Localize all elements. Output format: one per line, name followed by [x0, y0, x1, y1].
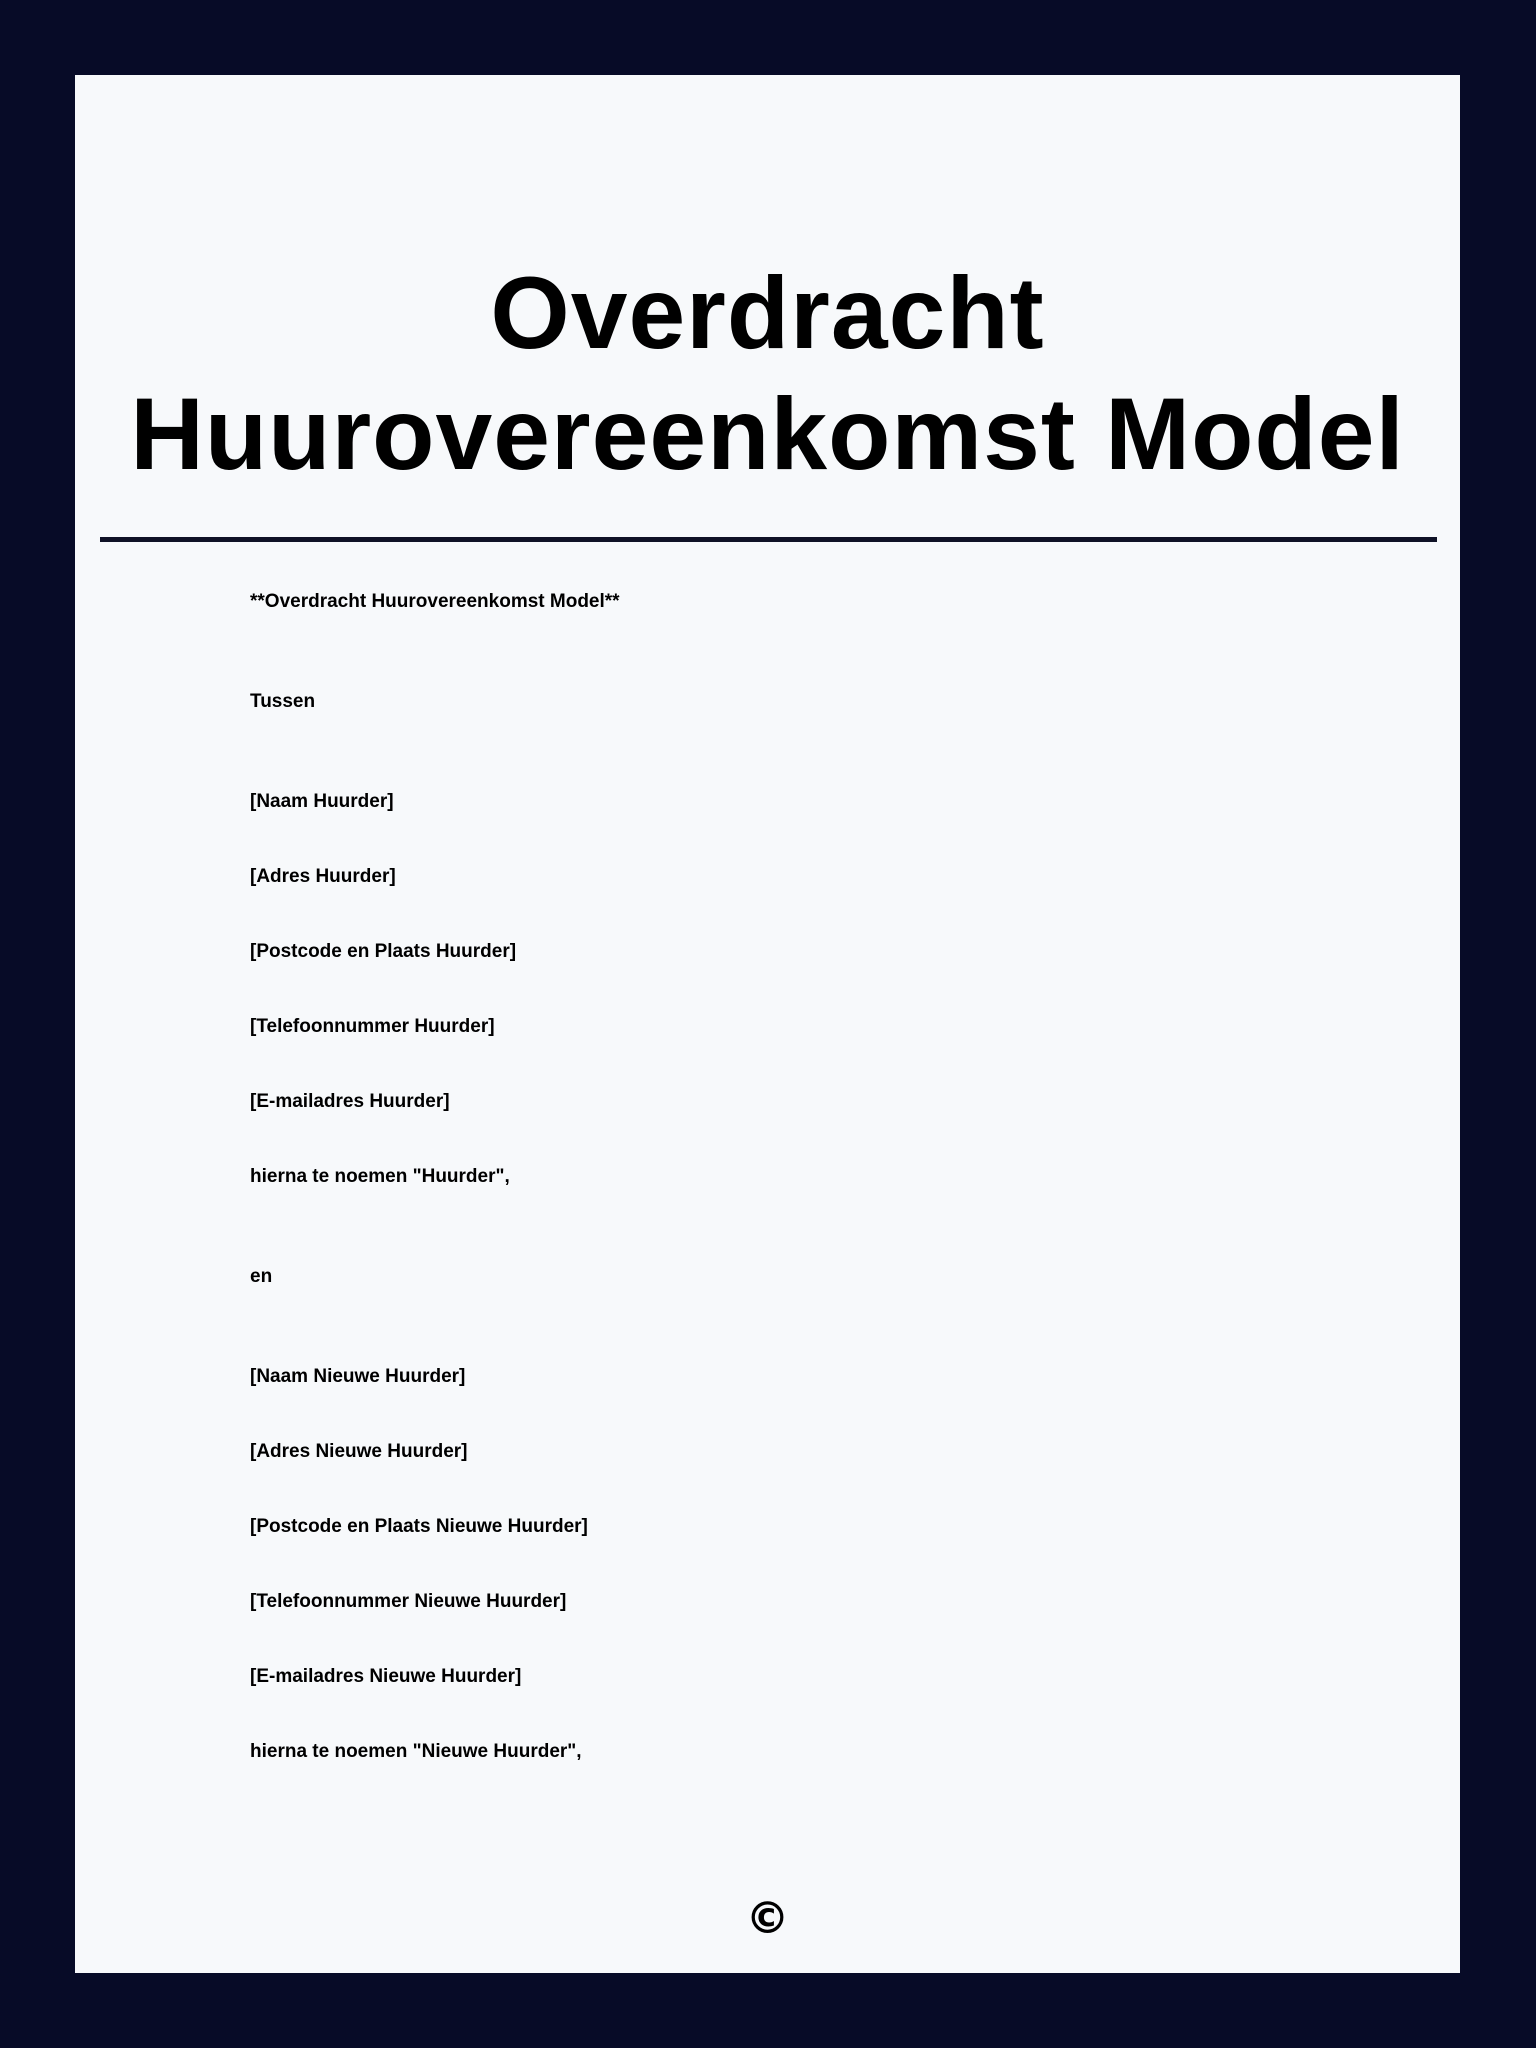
new-tenant-address: [Adres Nieuwe Huurder] [250, 1441, 468, 1462]
copyright-symbol: © [745, 1893, 790, 1944]
new-tenant-designation: hierna te noemen "Nieuwe Huurder", [250, 1741, 582, 1762]
tenant-name: [Naam Huurder] [250, 791, 394, 812]
document-heading: **Overdracht Huurovereenkomst Model** [250, 591, 620, 612]
new-tenant-name: [Naam Nieuwe Huurder] [250, 1366, 466, 1387]
paragraph-between: Tussen [250, 691, 316, 712]
new-tenant-email: [E-mailadres Nieuwe Huurder] [250, 1666, 522, 1687]
tenant-email: [E-mailadres Huurder] [250, 1091, 450, 1112]
title-line-2: Huurovereenkomst Model [130, 377, 1405, 491]
tenant-postcode-city: [Postcode en Plaats Huurder] [250, 941, 517, 962]
document-page [75, 75, 1460, 1973]
tenant-address: [Adres Huurder] [250, 866, 396, 887]
new-tenant-postcode-city: [Postcode en Plaats Nieuwe Huurder] [250, 1516, 588, 1537]
new-tenant-phone: [Telefoonnummer Nieuwe Huurder] [250, 1591, 567, 1612]
title-line-1: Overdracht [490, 256, 1045, 370]
paragraph-and: en [250, 1266, 273, 1287]
document-body [250, 75, 1350, 1973]
tenant-designation: hierna te noemen "Huurder", [250, 1166, 510, 1187]
tenant-phone: [Telefoonnummer Huurder] [250, 1016, 495, 1037]
